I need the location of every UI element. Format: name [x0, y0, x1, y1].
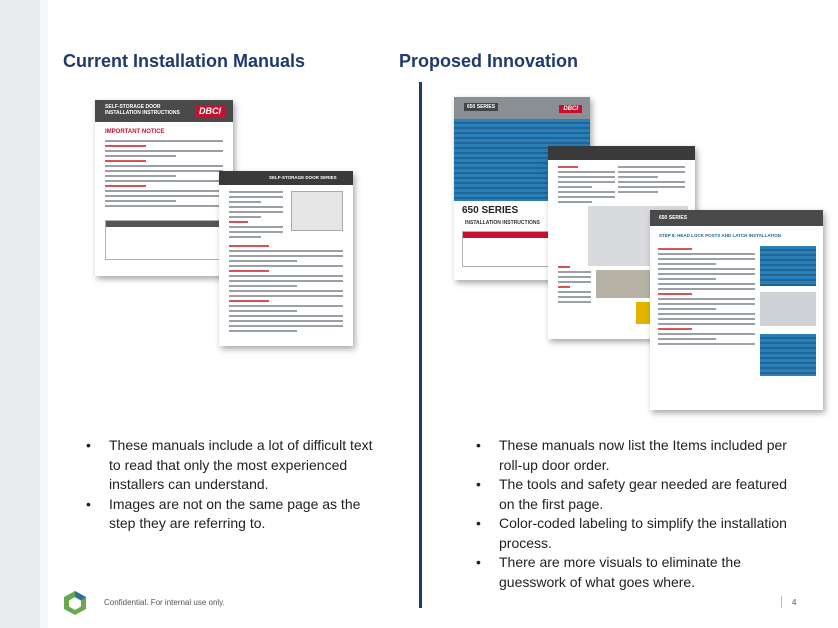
current-manuals-heading: Current Installation Manuals: [63, 51, 306, 71]
page-number: 4: [792, 598, 797, 607]
column-divider: [419, 82, 422, 608]
confidential-notice: Confidential. For internal use only.: [104, 598, 225, 607]
footer-separator: [781, 596, 782, 608]
step-heading: STEP 8: HEAD LOCK POSTS AND LATCH INSTALLATION: [659, 233, 782, 238]
proposed-innovation-heading: Proposed Innovation: [399, 51, 579, 71]
right-bullet-2: • The tools and safety gear needed are featured on the first page.: [476, 475, 796, 514]
current-manual-page-2: [219, 171, 353, 346]
cover-subtitle: INSTALLATION INSTRUCTIONS: [465, 220, 540, 226]
dbci-logo: DBCI: [195, 105, 225, 117]
cover-series-title: 650 SERIES: [462, 205, 519, 216]
proposed-manual-step-page: [650, 210, 823, 410]
series-label: 650 SERIES: [464, 103, 498, 111]
right-bullet-1: • These manuals now list the Items included per roll-up door order.: [476, 436, 796, 475]
proposed-innovation-bullets: [476, 436, 796, 592]
step-page-series-label: 650 SERIES: [659, 215, 688, 221]
current-manuals-bullets: [86, 436, 386, 534]
manual-title: SELF-STORAGE DOOR INSTALLATION INSTRUCTIONS: [105, 104, 180, 116]
left-bullet-1: • These manuals include a lot of difficult text to read that only the most experienced installers can understand.: [86, 436, 386, 495]
left-decorative-strip: [0, 0, 48, 628]
manual-notice-heading: IMPORTANT NOTICE: [105, 129, 165, 135]
company-logo-icon: [62, 590, 88, 616]
right-bullet-4: • There are more visuals to eliminate the guesswork of what goes where.: [476, 553, 796, 592]
right-bullet-3: • Color-coded labeling to simplify the installation process.: [476, 514, 796, 553]
current-manual-page-1: [95, 100, 233, 276]
left-bullet-2: • Images are not on the same page as the step they are referring to.: [86, 495, 386, 534]
dbci-logo-cover: DBCI: [559, 105, 582, 113]
manual-series-title: SELF-STORAGE DOOR SERIES: [269, 175, 337, 180]
